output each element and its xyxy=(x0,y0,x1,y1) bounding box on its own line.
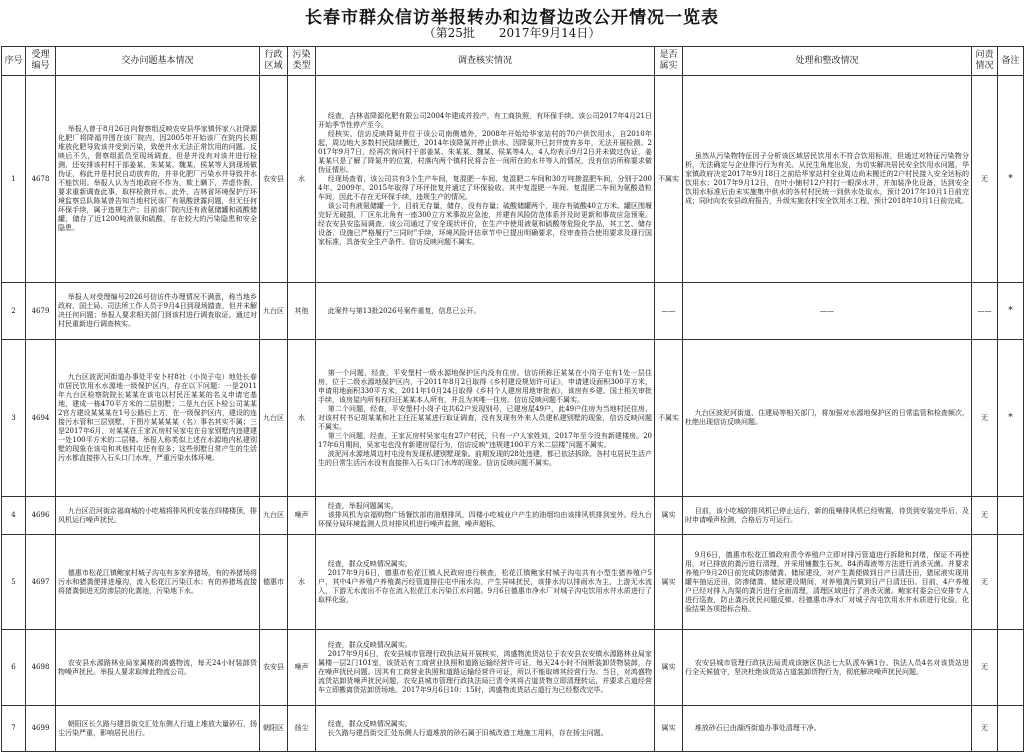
col-header-investigation: 调查核实情况 xyxy=(316,47,655,76)
col-header-seq: 序号 xyxy=(2,47,26,76)
cell-accountability: 无 xyxy=(972,535,998,630)
cell-seq: 6 xyxy=(2,630,26,706)
page-subtitle: （第25批 2017年9月14日） xyxy=(423,26,601,40)
cell-remark xyxy=(998,630,1024,706)
cell-id: 4679 xyxy=(26,283,56,340)
cell-type: 其他 xyxy=(288,283,316,340)
cell-investigation: 经查，群众反映情况属实。 长久路与建昌街交汇处东侧人行道堆放的砂石属于旧城改造工地施工用料，存在扬尘问题。 xyxy=(316,706,655,752)
cell-seq: 3 xyxy=(2,340,26,497)
cell-investigation: 经查，举报问题属实。 该排风机为京福购物广场餐饮部的油烟排风，四楼小吃城业户产生的油烟均由该排风机排到室外。经九台环保分局环境监测人员对排风机进行噪声监测，噪声超标。 xyxy=(316,497,655,535)
col-header-id: 受理编号 xyxy=(26,47,56,76)
cell-region: 朝阳区 xyxy=(260,706,288,752)
table-row xyxy=(2,340,1024,497)
cell-issue: 农安县水源路林业局家属楼的鸿盛物流，每天24小时装卸货物噪声扰民。举报人要求取缔此物流公司。 xyxy=(56,630,260,706)
col-header-issue: 交办问题基本情况 xyxy=(56,47,260,76)
cell-remark xyxy=(998,535,1024,630)
cell-verified: 属实 xyxy=(655,706,683,752)
table-row xyxy=(2,535,1024,630)
cell-seq: 7 xyxy=(2,706,26,752)
cell-investigation: 经查，群众反映情况属实。 2017年9月6日，德惠市松花江镇人民政府进行核查，松花江镇鲍家村城子沟屯共有小型生猪养殖户5户，其中4户养殖户养殖粪污经管道排往屯中雨水沟，产生异味扰民，该排水沟以排雨水为主，上游无水流入，下游无水流出不存在流入松花江水污染江水问题。9月6日德惠市净水厂对城子沟屯饮用水井水质进行了取样化验。 xyxy=(316,535,655,630)
cell-region: 九台区 xyxy=(260,497,288,535)
cell-issue: 举报人曾于8月26日向督察组反映农安县华家镇怀家八社降源化肥厂将降福井围在该厂院内，因2005年开始该厂在院内长期堆放化肥导致该井受到污染，致使井水无法正常饮用的问题。反映后不久，督察组派员至现场调查，但是并没有对该井进行检测，还安排该村村干部姜某、朱某某、魏某、侯某等人到现场做伪证，称此井是村民自动放弃的，并非化肥厂污染水井导致井水不能饮用。举报人认为当地政府不作为，欺上瞒下，弄虚作假，要求重新调查此事，取样检测井水。此外，吉林省环境保护厅环境监察总队陈某曾告知当地村民该厂有氨酸泄露问题，但无任何环保手续，属于违规生产；目前该厂院内还有液氨储罐和硫酸储罐，储存了近1200吨液氨和硫酸，存在较大的污染隐患和安全隐患。 xyxy=(56,76,260,283)
cell-accountability: 无 xyxy=(972,340,998,497)
cell-type: 噪声 xyxy=(288,497,316,535)
cell-region: 农安县 xyxy=(260,76,288,283)
page-title: 长春市群众信访举报转办和边督边改公开情况一览表 xyxy=(305,8,719,28)
cell-investigation: 经查，吉林省降源化肥有限公司2004年建成并投产，有工商执照，有环保手续。该公司2017年4月21日开始季节性停产至今。 经核实，信访反映降氮井位于该公司南侧墙外，2008年开始给华家站村的70户供饮用水，自2010年起，周边地大多数村民陆续搬迁，2014年该降氮井停止供水。因降氮井已封井废弃多年，无法开展检测。2017年9月7日，经再次询问村干部姜某、朱某某、魏某、侯某等4人，4人均表示9月2日并未做过伪证，姜某某只是了解了降氮井的位置，村落内两个镇村民将合在一间所在的水井等人的情况，没有信访所称要求做伪证情形。 经现场查看，该公司共有3个生产车间，复混肥一车间、复混肥二车间和30万吨掺混肥车间，分别于2004年、2009年、2015年取得了环评批复并通过了环保验收。其中复混肥一车间、复混肥二车间为氨酸造粒车间，因此不存在无环保手续，违规生产的情况。 该公司有液氨储罐一个，目前无存量，储存，没有存量；硫酸储罐两个，现存有硫酸40立方米。罐区围堰完好无破损，厂区东北角有一座300立方米事故应急池，并建有风险防范体系并及时更新和事故应急预案。经农安县安监局调查，该公司通过了安全现状评价，在生产中使用液氨和硫酸等危险化学品，其工艺、储存设备、设施已严格履行"三同时"手续，环境风险评估章节中已提出明确要求，经审查符合使用要求及现行国家标准，具备安全生产条件。信访反映问题不属实。 xyxy=(316,76,655,283)
table-row xyxy=(2,76,1024,283)
col-header-remark: 备注 xyxy=(998,47,1024,76)
table-header-row xyxy=(2,47,1024,76)
cell-accountability: 无 xyxy=(972,706,998,752)
cell-accountability: 无 xyxy=(972,76,998,283)
cell-handling: 目前，该小吃城的排风机已停止运行，新的低噪排风机已经购置，待货到安装完毕后，及时申请噪声检测，合格后方可运行。 xyxy=(683,497,972,535)
cell-handling: 9月6日，德惠市松花江镇政府责令养殖户立即对排污管道进行拆除和封堵，保证不再使用，对已排放的粪污进行清理，并采用铺撒生石灰、84消毒液等方法进行消杀灭菌。并要求养殖户9月20日前完成防渗储粪、储尿建设，对产生粪便做到日产日清还田，猪尿液实现用罐车抽运还田，防渗储粪、储尿建设期间，对养殖粪污做到日产日清还田。目前，4户养殖户已经对排入沟渠的粪污进行全面清理，清理区域进行了消杀灭菌。鲍家村委会已安排专人进行巡查，防止粪污扰民问题反弹。经德惠市净水厂对城子沟屯饮用水井水质进行化验，化验结果各项指标合格。 xyxy=(683,535,972,630)
cell-id: 4678 xyxy=(26,76,56,283)
cell-seq: 1 xyxy=(2,76,26,283)
cell-type: 水 xyxy=(288,535,316,630)
cell-id: 4694 xyxy=(26,340,56,497)
col-header-region: 行政区域 xyxy=(260,47,288,76)
cell-region: 九台区 xyxy=(260,283,288,340)
cell-verified: 不属实 xyxy=(655,340,683,497)
cell-handling: 农安县城市管理行政执法局责成该辖区执法七大队派车辆1台、执法人员4名对该货站进行全天候值守，坚决杜绝该货站占道装卸货物行为，彻底解决噪声扰民问题。 xyxy=(683,630,972,706)
cell-investigation: 经查，群众反映情况属实。 2017年9月6日，农安县城市管理行政执法局开展核实，鸿盛物流货站位于农安县农安镇水源路林业局家属楼一层2门101室，该货站有工商营业执照和道路运输经营许可证，每天24小时不间断装卸货物装卸，存在噪声扰民问题。因其有工商营业执照和道路运输经营许可证，所以不能取缔其经营行为。当日，对鸿盛物流货站卸货噪声扰民问题，农安县城市管理行政执法局已责令其将占道货物立即清理转运，并要求占道经营车立即搬离货站卸货场地。2017年9月6日10：15时，鸿盛物流货站占道行为已经整改完毕。 xyxy=(316,630,655,706)
cell-remark xyxy=(998,706,1024,752)
cell-accountability: 无 xyxy=(972,497,998,535)
cell-verified: 属实 xyxy=(655,535,683,630)
cell-seq: 5 xyxy=(2,535,26,630)
cell-id: 4699 xyxy=(26,706,56,752)
cell-issue: 朝阳区长久路与建昌街交汇处东侧人行道上堆放大量砂石，扬尘污染严重，影响居民出行。 xyxy=(56,706,260,752)
cell-id: 4698 xyxy=(26,630,56,706)
table-row xyxy=(2,706,1024,752)
cell-investigation: 第一个问题，经查，平安堡村一级水源地保护区内没有住房。信访所称汪某某在小岗子屯有1处一层住房，位于二级水源地保护区内，于2011年8月2日取得《乡村建设规划许可证》，申请建设面积300平方米，申请用地面积330平方米，2011年10月24日取得《乡村个人建房用地审批表》，该房有乡建、国土相关审批手续，该房屋内所有权归汪某某本人所有，并且为其唯一住房。信访反映问题不属实。 第二个问题，经查，平安堡村小岗子屯共62户发现别号，已建房屋49户，此49户住房为当地村民住房，对该村村书记胡某某和社主任汪某某进行取证调查，没有发现有外来人员建私建别墅的现象，信访反映问题不属实。 第三个问题，经查，王家瓦房村吴家屯有27户村民，只有一户人家姓刘，2017年至今没有新建楼房。2017年6月期间，吴家屯也没有新建房屋行为，信访反映“违规建100平方米二层楼”问题不属实。 波泥河水源地周边村屯没有发现私建别墅现象。前期发现的28处违建，都已依法拆除。各村屯居民生活产生的日常生活污水没有直接排入石头口门水库的现象。信访反映问题不属实。 xyxy=(316,340,655,497)
col-header-accountability: 问责情况 xyxy=(972,47,998,76)
cell-remark: * xyxy=(998,283,1024,340)
cell-region: 九台区 xyxy=(260,340,288,497)
col-header-type: 污染类型 xyxy=(288,47,316,76)
cell-verified: —— xyxy=(655,283,683,340)
cell-investigation: 此案件与第13批2026号案件重复，信息已公开。 xyxy=(316,283,655,340)
cell-type: 扬尘 xyxy=(288,706,316,752)
cell-handling: —— xyxy=(683,283,972,340)
cell-type: 水 xyxy=(288,76,316,283)
table-row xyxy=(2,497,1024,535)
cell-handling: 虽然从污染物特征因子分析该区域居民饮用水不符合饮用标准，但通过对特征污染物分析，无法确定与企业排污行为有关。从民生角度出发，为切实解决居民安全饮用水问题，华家镇政府决定2017年9月18日之前给华家站村全业周边尚未搬迁的2户村民接入安全达标的饮用水；2017年9月12日，在叶小铺村12户村打一眼深水井，并加装净化设备，达到安全饮用水标准后由未实施集中供水的各村村民统一到供水处取水，预计2017年10月1日前完成；同时向农安县政府报告，升级实施农村安全饮用水工程，预计2018年10月1日前完成。 xyxy=(683,76,972,283)
cell-issue: 九台区沿河街京福商城的小吃城将排风机安装在四楼楼顶，排风机运行噪声扰民。 xyxy=(56,497,260,535)
cell-handling: 堆放砂石已由湖西街道办事处清理干净。 xyxy=(683,706,972,752)
cell-remark xyxy=(998,497,1024,535)
cell-type: 噪声 xyxy=(288,630,316,706)
cell-verified: 属实 xyxy=(655,630,683,706)
cell-issue: 举报人对受理编号2026号信访件办理情况不满意，称当地乡政府、国土局、司法所工作人员于9月4日到现场踏查，但并未解决任何问题；举报人要求相关部门到该村进行调查取证。通过对村民重新进行调查核实。 xyxy=(56,283,260,340)
cell-issue: 九台区波泥河街道办事处平安卜村8社（小岗子屯）地处长春市居民饮用水水源地一级保护区内，存在以下问题：一是2011年九台区检察院院长某某在该屯以村民汪某某的名义申请宅基地，建成一栋470平方米的二层别墅；二是九台区卜检公司某某2官方建设某某某在1号公路后上方，在一级保护区内，建设的连接污水管和三层别墅，下图片某某某某（名）事名其实不属；三是2017年6月，对某某在王家瓦房村吴家屯在自家别墅内违建建一处100平方米的二层楼。举报人称类似上述在水源地内私建别墅的现象在该屯和其他村屯还有很多；这些别墅日常产生的生活污水都直接排入石头口门水库，严重污染水体环境。 xyxy=(56,340,260,497)
cell-remark: * xyxy=(998,76,1024,283)
cell-region: 农安县 xyxy=(260,630,288,706)
cell-region: 德惠市 xyxy=(260,535,288,630)
col-header-verified: 是否属实 xyxy=(655,47,683,76)
cell-id: 4697 xyxy=(26,535,56,630)
cell-verified: 不属实 xyxy=(655,76,683,283)
cell-accountability: 无 xyxy=(972,630,998,706)
col-header-handling: 处理和整改情况 xyxy=(683,47,972,76)
cell-issue: 德惠市松花江镇鲍家村城子沟屯有多家养猪场，有的养猪场将污水和猪粪便排进壕沟，流入松花江污染江水；有的养猪场直接将猪粪倒进无防渗层的化粪池，污染地下水。 xyxy=(56,535,260,630)
cell-verified: 属实 xyxy=(655,497,683,535)
report-table xyxy=(1,46,1024,752)
cell-id: 4696 xyxy=(26,497,56,535)
cell-accountability: —— xyxy=(972,283,998,340)
cell-handling: 九台区波泥河街道、住建局等相关部门，将加强对水源地保护区的日常监管和检查频次，杜绝出现信访反映问题。 xyxy=(683,340,972,497)
cell-remark: * xyxy=(998,340,1024,497)
table-row xyxy=(2,283,1024,340)
cell-seq: 2 xyxy=(2,283,26,340)
table-row xyxy=(2,630,1024,706)
cell-seq: 4 xyxy=(2,497,26,535)
cell-type: 水 xyxy=(288,340,316,497)
